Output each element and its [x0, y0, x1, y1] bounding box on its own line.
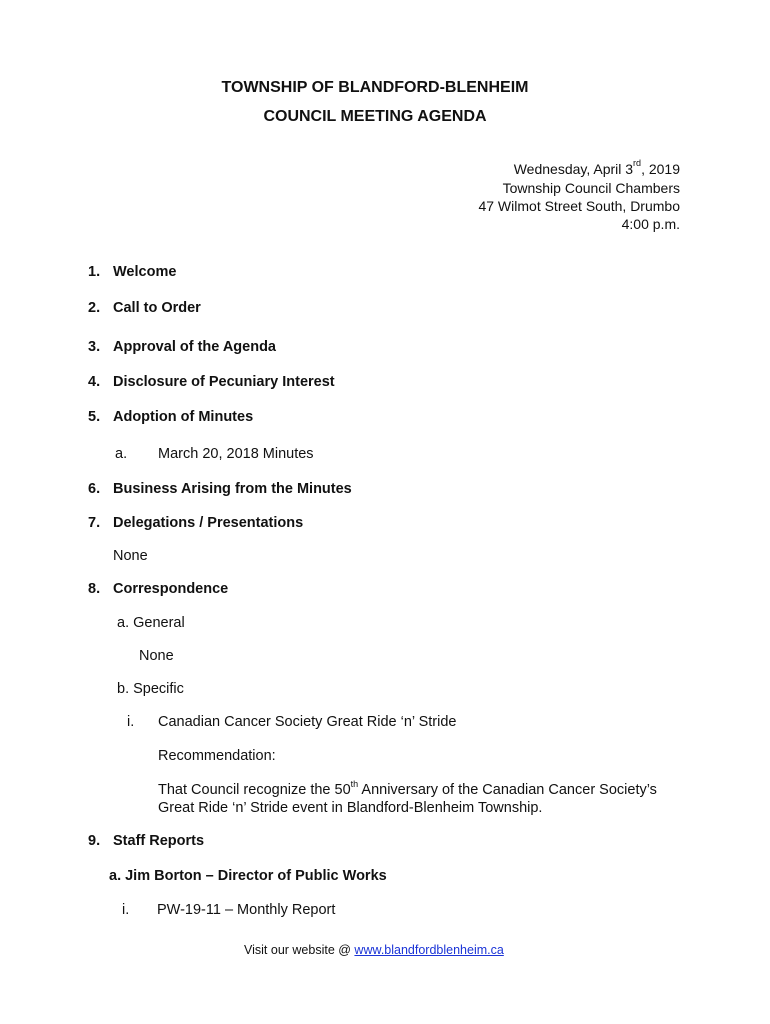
agenda-item-approval: 3. Approval of the Agenda: [88, 339, 276, 355]
agenda-item-call-to-order: 2. Call to Order: [88, 300, 201, 316]
meeting-location: Township Council Chambers: [502, 180, 680, 196]
agenda-item-business-arising: 6. Business Arising from the Minutes: [88, 481, 352, 497]
staff-report-marker: i.: [122, 902, 130, 918]
agenda-item-staff-reports: 9. Staff Reports: [88, 833, 205, 849]
agenda-item-disclosure: 4. Disclosure of Pecuniary Interest: [88, 374, 335, 390]
correspondence-specific: b. Specific: [117, 681, 184, 697]
minutes-item: March 20, 2018 Minutes: [158, 446, 314, 462]
general-none: None: [139, 648, 174, 664]
minutes-marker: a.: [115, 446, 128, 462]
agenda-item-correspondence: 8. Correspondence: [88, 581, 229, 597]
agenda-item-delegations: 7. Delegations / Presentations: [88, 515, 304, 531]
delegations-none: None: [113, 548, 148, 564]
specific-marker: i.: [127, 714, 135, 730]
staff-report-heading: a. Jim Borton – Director of Public Works: [109, 868, 387, 884]
meeting-time: 4:00 p.m.: [621, 216, 680, 232]
specific-item: Canadian Cancer Society Great Ride ‘n’ Stride: [158, 714, 457, 730]
recommendation-text: That Council recognize the 50th Anniversary of the Canadian Cancer Society’s: [158, 779, 657, 798]
website-link[interactable]: www.blandfordblenheim.ca: [354, 943, 504, 957]
recommendation-label: Recommendation:: [158, 748, 276, 764]
recommendation-text-line2: Great Ride ‘n’ Stride event in Blandford-Blenheim Township.: [158, 800, 543, 816]
document-title: TOWNSHIP OF BLANDFORD-BLENHEIM: [221, 79, 529, 96]
footer: Visit our website @ www.blandfordblenheim.ca: [244, 943, 504, 957]
agenda-item-welcome: 1. Welcome: [88, 264, 177, 280]
staff-report-item: PW-19-11 – Monthly Report: [157, 902, 336, 918]
correspondence-general: a. General: [117, 615, 185, 631]
meeting-date: Wednesday, April 3rd, 2019: [513, 158, 680, 177]
document-subtitle: COUNCIL MEETING AGENDA: [263, 108, 487, 125]
agenda-item-minutes: 5. Adoption of Minutes: [88, 409, 254, 425]
meeting-address: 47 Wilmot Street South, Drumbo: [478, 198, 680, 214]
